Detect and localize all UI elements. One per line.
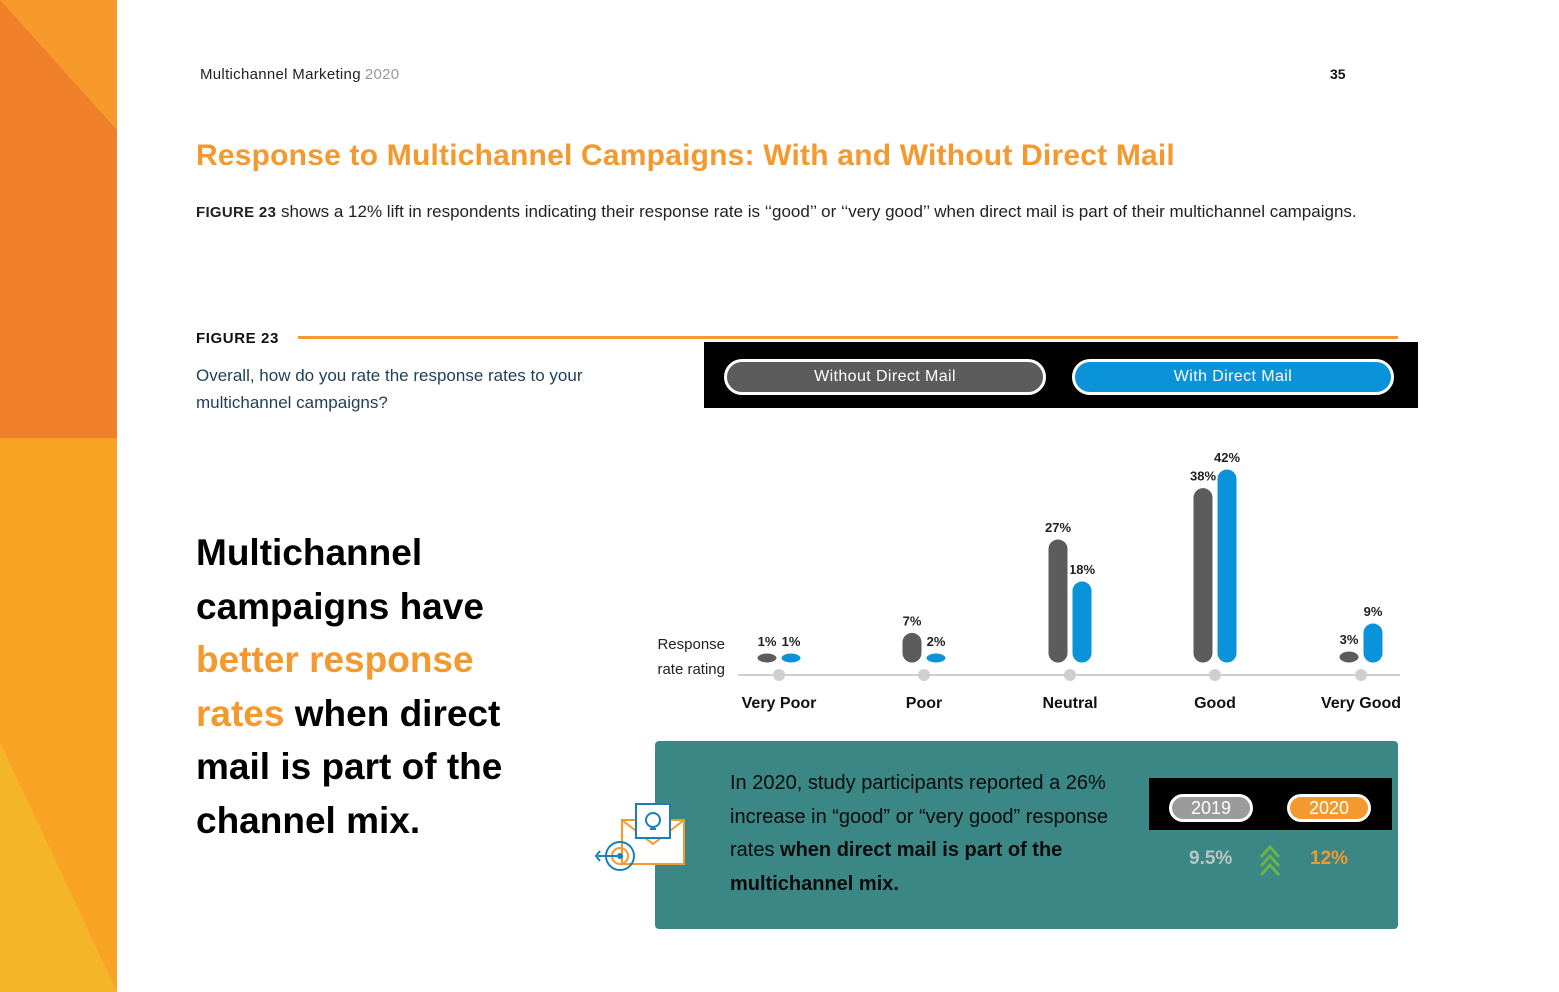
legend-with-direct-mail: With Direct Mail [1072, 359, 1394, 395]
x-tick-label: Good [1194, 695, 1236, 712]
pull-quote-part1: Multichannel campaigns have [196, 532, 484, 627]
year-comparison [1149, 778, 1392, 830]
axis-tick-dot [1355, 669, 1367, 681]
running-header [200, 66, 399, 83]
callout-text-plain: In 2020, study participants reported a 26% increase in “good” or “very good” response rates [730, 772, 1108, 861]
data-label-without-very-good: 3% [1339, 632, 1359, 647]
intro-figure-ref: FIGURE 23 [196, 204, 277, 221]
pull-quote-highlight: better response rates [196, 639, 474, 734]
axis-tick-dot [1064, 669, 1076, 681]
data-label-without-poor: 7% [902, 613, 922, 629]
x-tick-label: Very Poor [741, 695, 817, 712]
response-rate-chart [700, 440, 1440, 730]
pull-quote [196, 526, 556, 847]
data-label-with-very-good: 9% [1363, 604, 1383, 619]
bar-without-neutral [1047, 538, 1069, 664]
data-label-without-good: 38% [1189, 468, 1217, 484]
bar-without-good [1192, 487, 1214, 664]
figure-divider [298, 336, 1398, 339]
sidebar-top-block [0, 0, 117, 438]
year-2019-badge: 2019 [1169, 794, 1253, 822]
header-title: Multichannel Marketing [200, 66, 361, 83]
value-2020: 12% [1310, 848, 1349, 869]
pull-quote-part2: when direct mail is part of the channel mix. [196, 692, 503, 841]
intro-text: shows a 12% lift in respondents indicating their response rate is ‘‘good’’ or ‘‘very good’’ when direct mail is part of their multichannel campaigns. [276, 202, 1357, 221]
increase-arrows-icon [1257, 841, 1283, 881]
axis-label-line2: rate rating [657, 661, 725, 678]
legend-without-direct-mail: Without Direct Mail [724, 359, 1046, 395]
bar-with-poor [925, 652, 947, 664]
figure-label: FIGURE 23 [196, 330, 279, 347]
x-tick-label: Very Good [1320, 695, 1402, 712]
bar-without-very-good [1338, 650, 1360, 664]
bar-with-very-poor [780, 652, 802, 664]
mail-target-icon [594, 800, 690, 880]
page-number: 35 [1330, 66, 1346, 82]
x-tick-label: Poor [905, 695, 943, 712]
data-label-without-neutral: 27% [1044, 520, 1072, 535]
data-label-with-very-poor: 1% [781, 634, 801, 649]
x-tick-label: Neutral [1042, 695, 1098, 712]
chart-legend [704, 342, 1418, 408]
page-title: Response to Multichannel Campaigns: With and Without Direct Mail [196, 139, 1175, 172]
callout-text [730, 767, 1140, 901]
bar-without-poor [901, 631, 923, 664]
axis-tick-dot [773, 669, 785, 681]
data-label-without-very-poor: 1% [757, 634, 777, 649]
axis-tick-dot [918, 669, 930, 681]
data-label-with-good: 42% [1213, 450, 1241, 465]
axis-label-line1: Response [657, 636, 725, 653]
bar-with-neutral [1071, 580, 1093, 664]
sidebar-bottom-block [0, 438, 117, 992]
header-year: 2020 [364, 66, 400, 83]
value-2019: 9.5% [1189, 848, 1233, 869]
bar-with-good [1216, 468, 1238, 664]
decorative-sidebar [0, 0, 117, 992]
figure-question: Overall, how do you rate the response rates to your multichannel campaigns? [196, 366, 583, 412]
bar-without-very-poor [756, 652, 778, 664]
stat-callout [655, 741, 1398, 929]
intro-paragraph [196, 198, 1366, 226]
data-label-with-poor: 2% [926, 634, 946, 649]
callout-text-bold: when direct mail is part of the multichannel mix. [730, 839, 1063, 895]
axis-tick-dot [1209, 669, 1221, 681]
year-2020-badge: 2020 [1287, 794, 1371, 822]
data-label-with-neutral: 18% [1068, 562, 1096, 577]
bar-with-very-good [1362, 622, 1384, 664]
